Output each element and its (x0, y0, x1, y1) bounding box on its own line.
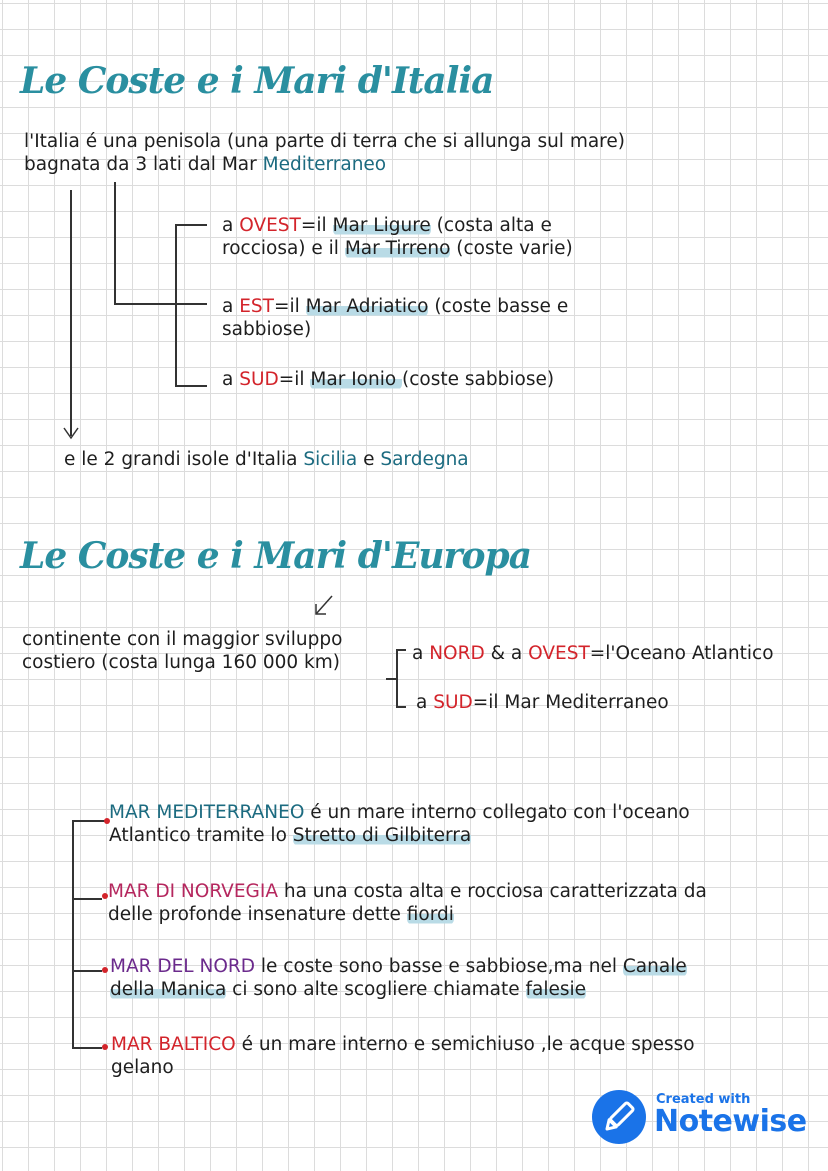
est-line-1: a EST=il Mar Adriatico (coste basse e (222, 296, 569, 317)
europa-bracket-middle (386, 678, 397, 680)
seas-tick-2 (72, 898, 102, 900)
seas-bracket-vertical (72, 820, 74, 1048)
europa-sud-line: a SUD=il Mar Mediterraneo (416, 692, 669, 713)
badge-brand-text: Notewise (654, 1104, 807, 1139)
bullet-dot (102, 967, 108, 973)
seas-tick-1 (72, 820, 106, 822)
badge-small-text: Created with (656, 1092, 751, 1107)
arrow-down-icon (64, 428, 78, 438)
mar-norvegia-line-1: MAR DI NORVEGIA ha una costa alta e rocciosa caratterizzata da (108, 881, 707, 902)
bullet-dot (102, 1044, 108, 1050)
europa-bracket-tick-bottom (396, 706, 406, 708)
badge-circle (592, 1090, 646, 1144)
page-title-europa: Le Coste e i Mari d'Europa (20, 535, 532, 577)
mar-mediterraneo-line-2: Atlantico tramite lo Stretto di Gilbiterra (109, 825, 472, 846)
isole-line: e le 2 grandi isole d'Italia Sicilia e Sardegna (64, 449, 469, 470)
mar-baltico-line-2: gelano (111, 1057, 174, 1078)
mar-nord-line-1: MAR DEL NORD le coste sono basse e sabbiose,ma nel Canale (110, 956, 687, 977)
seas-tick-4 (72, 1047, 102, 1049)
intro-line-1: l'Italia é una penisola (una parte di terra che si allunga sul mare) (24, 131, 625, 152)
mar-nord-line-2: della Manica ci sono alte scogliere chiamate falesie (110, 979, 587, 1000)
mar-mediterraneo-line-1: MAR MEDITERRANEO é un mare interno collegato con l'oceano (109, 802, 690, 823)
intro-line-2: bagnata da 3 lati dal Mar Mediterraneo (24, 154, 387, 175)
continent-line-2: costiero (costa lunga 160 000 km) (22, 652, 341, 673)
ovest-line-1: a OVEST=il Mar Ligure (costa alta e (222, 215, 552, 236)
mar-baltico-line-1: MAR BALTICO é un mare interno e semichiuso ,le acque spesso (111, 1034, 695, 1055)
est-line-2: sabbiose) (222, 319, 312, 340)
mar-norvegia-line-2: delle profonde insenature dette fiordi (108, 904, 454, 925)
europa-bracket-tick-top (396, 649, 406, 651)
nord-ovest-line: a NORD & a OVEST=l'Oceano Atlantico (412, 643, 774, 664)
arrow-diagonal-icon (316, 596, 332, 614)
continent-line-1: continente con il maggior sviluppo (22, 629, 343, 650)
page-title-italia: Le Coste e i Mari d'Italia (20, 60, 494, 102)
sud-line: a SUD=il Mar Ionio (coste sabbiose) (222, 369, 555, 390)
pencil-icon (592, 1090, 646, 1144)
ovest-line-2: rocciosa) e il Mar Tirreno (coste varie) (222, 238, 573, 259)
seas-tick-3 (72, 970, 102, 972)
